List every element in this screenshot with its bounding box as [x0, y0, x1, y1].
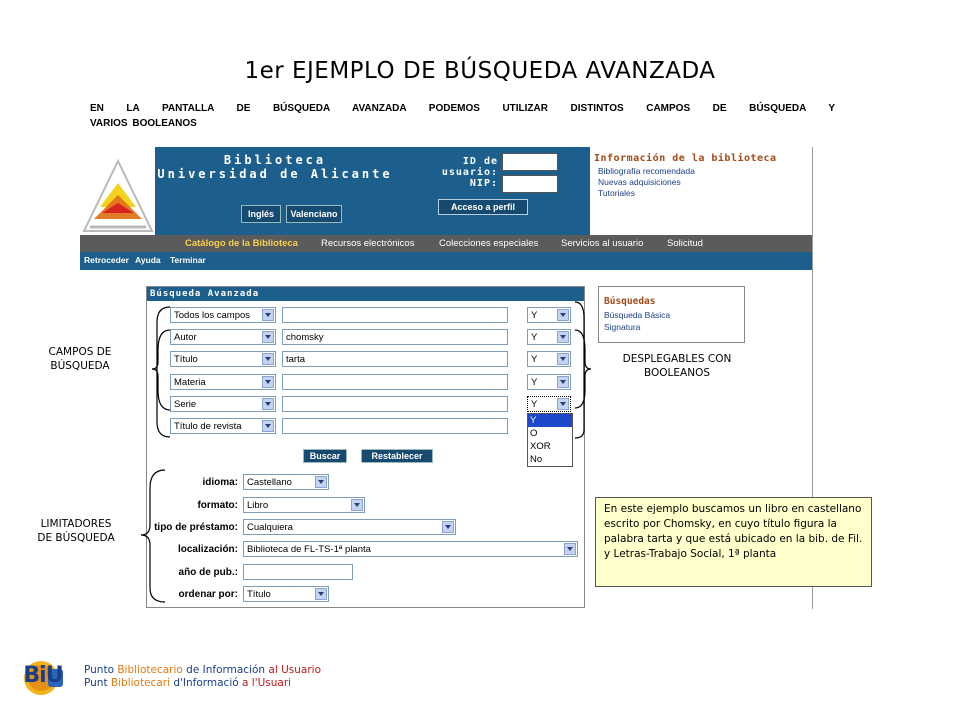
limiter-location-label: localización:	[177, 544, 238, 555]
sort-select-value: Título	[247, 589, 271, 600]
field-select-value: Autor	[174, 332, 197, 343]
annotation-search-fields-line-1: CAMPOS DE	[48, 346, 112, 358]
limiter-year-label: año de pub.:	[178, 567, 238, 578]
booleans-bracket	[575, 330, 591, 408]
boolean-option-xor[interactable]: XOR	[530, 441, 551, 452]
nav-user-services[interactable]: Servicios al usuario	[561, 238, 644, 249]
biu-logo-text: BiU	[23, 663, 63, 688]
loan-type-select-value: Cualquiera	[247, 522, 293, 533]
annotation-limiters-line-2: DE BÚSQUEDA	[37, 532, 115, 544]
boolean-select-value: Y	[531, 377, 538, 388]
info-link-tutorials[interactable]: Tutoriales	[598, 188, 636, 198]
nav-electronic-resources[interactable]: Recursos electrónicos	[321, 238, 415, 249]
searches-title: Búsquedas	[604, 296, 656, 307]
pin-label: NIP:	[469, 178, 498, 189]
field-select-value: Título	[174, 354, 198, 365]
footer-line-1-part-b: Bibliotecario	[117, 664, 187, 676]
subnav-exit[interactable]: Terminar	[170, 255, 206, 265]
example-note: En este ejemplo buscamos un libro en castellano escrito por Chomsky, en cuyo título figura la palabra tarta y que está ubicado en la bib. de Fil. y Letras-Trabajo Social, 1ª planta	[595, 497, 872, 587]
library-info-title: Información de la biblioteca	[594, 153, 777, 164]
annotation-boolean-dropdowns-line-2: BOOLEANOS	[644, 367, 710, 379]
booleans-inner-bracket	[575, 302, 584, 438]
basic-search-link[interactable]: Búsqueda Básica	[604, 310, 671, 320]
limiter-format-label: formato:	[197, 500, 238, 511]
limiters-bracket	[141, 470, 165, 602]
field-select-value: Serie	[174, 399, 197, 410]
nav-special-collections[interactable]: Colecciones especiales	[439, 238, 539, 249]
subtitle-line-2: VARIOS BOOLEANOS	[90, 118, 197, 129]
search-button[interactable]: Buscar	[303, 449, 347, 463]
subnav-back[interactable]: Retroceder	[84, 255, 129, 265]
advanced-search-header: Búsqueda Avanzada	[147, 287, 584, 301]
field-select-value: Título de revista	[174, 421, 242, 432]
library-name-line-1: Biblioteca	[223, 153, 327, 167]
footer-line-2-part-a: Punt	[84, 677, 111, 689]
language-select-value: Castellano	[247, 477, 292, 488]
library-name-line-2: Universidad de Alicante	[157, 167, 393, 181]
limiter-sort-label: ordenar por:	[178, 589, 238, 600]
footer-line-2	[84, 677, 291, 689]
term-input-2[interactable]: chomsky	[282, 329, 508, 345]
footer-line-1-part-c: de Información	[186, 664, 269, 676]
boolean-option-and[interactable]: Y	[528, 414, 572, 427]
annotation-boolean-dropdowns-line-1: DESPLEGABLES CON	[622, 353, 732, 365]
biu-logo	[22, 659, 64, 697]
fields-bracket	[152, 330, 170, 410]
annotation-boolean-dropdowns	[600, 352, 754, 380]
boolean-select-value: Y	[531, 354, 538, 365]
location-select-value: Biblioteca de FL-TS-1ª planta	[247, 544, 371, 555]
term-input-3[interactable]: tarta	[282, 351, 508, 367]
info-link-new-acquisitions[interactable]: Nuevas adquisiciones	[598, 177, 681, 187]
subnav-help[interactable]: Ayuda	[135, 255, 161, 265]
footer-line-2-part-c: d'Informació	[173, 677, 242, 689]
nav-catalog[interactable]: Catálogo de la Biblioteca	[185, 238, 298, 249]
info-link-recommended[interactable]: Bibliografía recomendada	[598, 166, 695, 176]
annotation-search-fields-line-2: BÚSQUEDA	[50, 360, 110, 372]
field-select-value: Todos los campos	[174, 310, 251, 321]
annotation-limiters-line-1: LIMITADORES	[40, 518, 112, 530]
footer-line-2-part-d: a l'Usuari	[242, 677, 292, 689]
boolean-option-or[interactable]: O	[530, 428, 538, 439]
call-number-link[interactable]: Signatura	[604, 322, 641, 332]
footer-line-1-part-d: al Usuario	[268, 664, 322, 676]
subtitle-line-1: EN LA PANTALLA DE BÚSQUEDA AVANZADA PODEMOS UTILIZAR DISTINTOS CAMPOS DE BÚSQUEDA Y	[90, 103, 835, 114]
boolean-option-not[interactable]: No	[530, 454, 543, 465]
english-button[interactable]: Inglés	[241, 205, 281, 223]
nav-request[interactable]: Solicitud	[667, 238, 703, 249]
valencian-button[interactable]: Valenciano	[286, 205, 342, 223]
annotation-limiters	[22, 517, 130, 545]
reset-button[interactable]: Restablecer	[361, 449, 433, 463]
boolean-select-value: Y	[531, 399, 538, 410]
fields-inner-bracket	[157, 307, 170, 437]
format-select-value: Libro	[247, 500, 269, 511]
limiter-loan-type-label: tipo de préstamo:	[154, 522, 238, 533]
limiter-language-label: idioma:	[202, 477, 238, 488]
slide-title: 1er EJEMPLO DE BÚSQUEDA AVANZADA	[244, 58, 716, 84]
field-select-value: Materia	[174, 377, 206, 388]
footer-line-1	[84, 664, 321, 676]
boolean-select-value: Y	[531, 332, 538, 343]
footer-line-2-part-b: Bibliotecari	[110, 677, 174, 689]
access-profile-button[interactable]: Acceso a perfil	[438, 199, 528, 215]
footer-line-1-part-a: Punto	[84, 664, 118, 676]
boolean-select-value: Y	[531, 310, 538, 321]
user-id-label: ID de usuario:	[441, 156, 498, 178]
annotation-search-fields	[40, 345, 120, 373]
